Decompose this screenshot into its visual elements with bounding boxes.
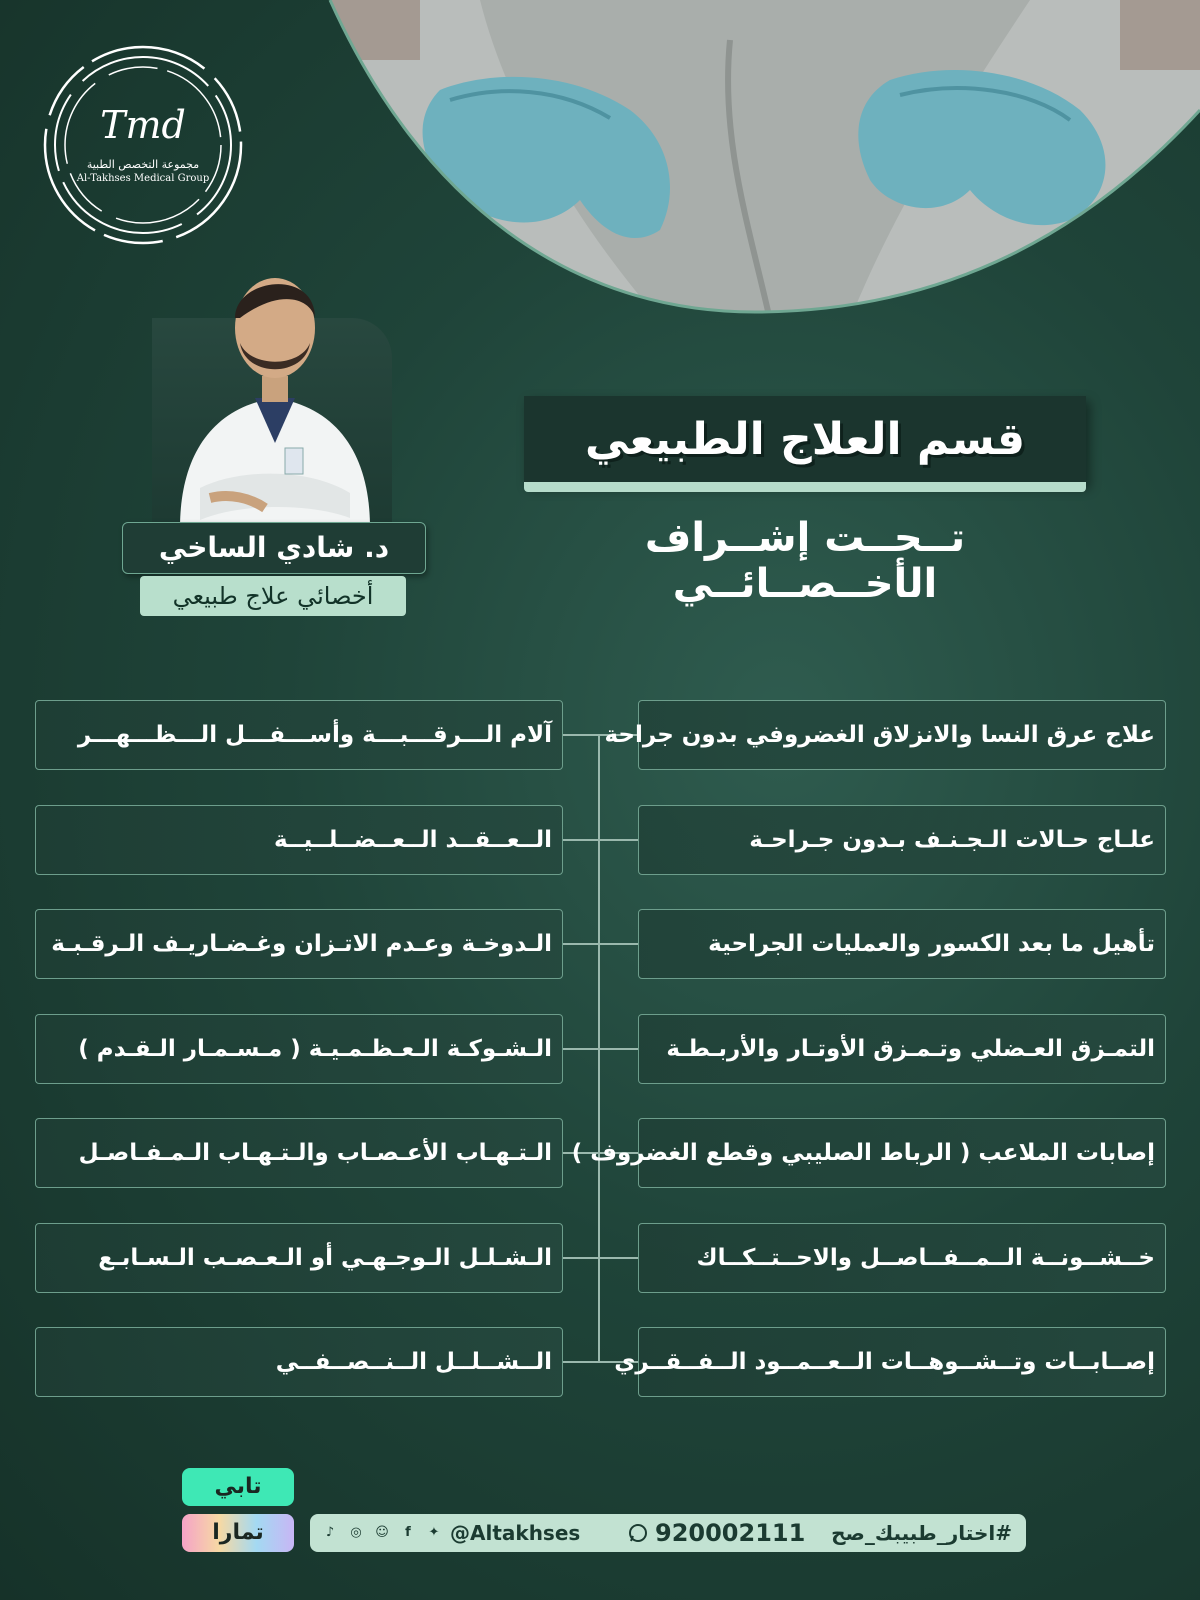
tabby-badge: تابي [182,1468,294,1506]
hero-illustration [330,0,1200,320]
tamara-badge: تمارا [182,1514,294,1552]
service-item: الـشـلـل الـوجـهـي أو الـعـصـب الـسـابـع [35,1223,563,1293]
service-item: خــشــونــة الــمــفــاصــل والاحــتــكــاك [638,1223,1166,1293]
doctor-title: أخصائي علاج طبيعي [140,576,406,616]
page-subtitle: تــحــت إشــراف الأخــصــائــي [644,515,966,607]
logo-name-ar: مجموعة التخصص الطبية [86,158,200,171]
service-item: تأهيل ما بعد الكسور والعمليات الجراحية [638,909,1166,979]
logo-icon [38,40,248,250]
connector-row-6 [563,1257,638,1259]
service-item: الـتـهـاب الأعـصـاب والـتـهـاب الـمـفـاصـل [35,1118,563,1188]
service-item: التمـزق العـضلي وتـمـزق الأوتـار والأربـطـة [638,1014,1166,1084]
facebook-icon[interactable]: f [405,1525,411,1540]
hashtag: #اختار_طبيبك_صح [831,1521,1012,1545]
social-handle[interactable]: @Altakhses [450,1521,581,1545]
hero-photo [330,0,1200,320]
whatsapp-icon [628,1523,648,1543]
connector-row-3 [563,943,638,945]
service-item: علاج عرق النسا والانزلاق الغضروفي بدون جراحة [638,700,1166,770]
logo-monogram: Tmd [100,103,186,147]
page-title: قسم العلاج الطبيعي [584,414,1026,465]
doctor-photo [170,258,380,528]
phone-number[interactable]: 920002111 [655,1519,806,1547]
service-item: علـاج حـالات الـجـنـف بـدون جـراحـة [638,805,1166,875]
service-item: إصابات الملاعب ( الرباط الصليبي وقطع الغضروف ) [638,1118,1166,1188]
service-item: الــعــقــد الــعــضــلــيــة [35,805,563,875]
doctor-name: د. شادي الساخي [122,522,426,574]
service-item: الـشـوكـة الـعـظـمـيـة ( مـسـمـار الـقـدم ) [35,1014,563,1084]
service-item: آلام الـــرقـــبـــة وأســـفـــل الـــظـــهـــر [35,700,563,770]
social-icons [320,1519,444,1547]
contact-bar [310,1514,1026,1552]
instagram-icon[interactable]: ◎ [350,1525,362,1540]
service-item: الــشــلــل الــنــصــفــي [35,1327,563,1397]
twitter-icon[interactable]: ✦ [428,1525,440,1540]
snapchat-icon[interactable]: ☺ [375,1525,389,1540]
connector-row-2 [563,839,638,841]
service-item: إصــابــات وتــشــوهــات الــعــمــود الــفــقــري [638,1327,1166,1397]
service-item: الـدوخـة وعـدم الاتـزان وغـضـاريـف الـرقـبـة [35,909,563,979]
connector-row-4 [563,1048,638,1050]
tiktok-icon[interactable]: ♪ [325,1525,335,1540]
logo-name-en: Al-Takhses Medical Group [76,173,210,184]
